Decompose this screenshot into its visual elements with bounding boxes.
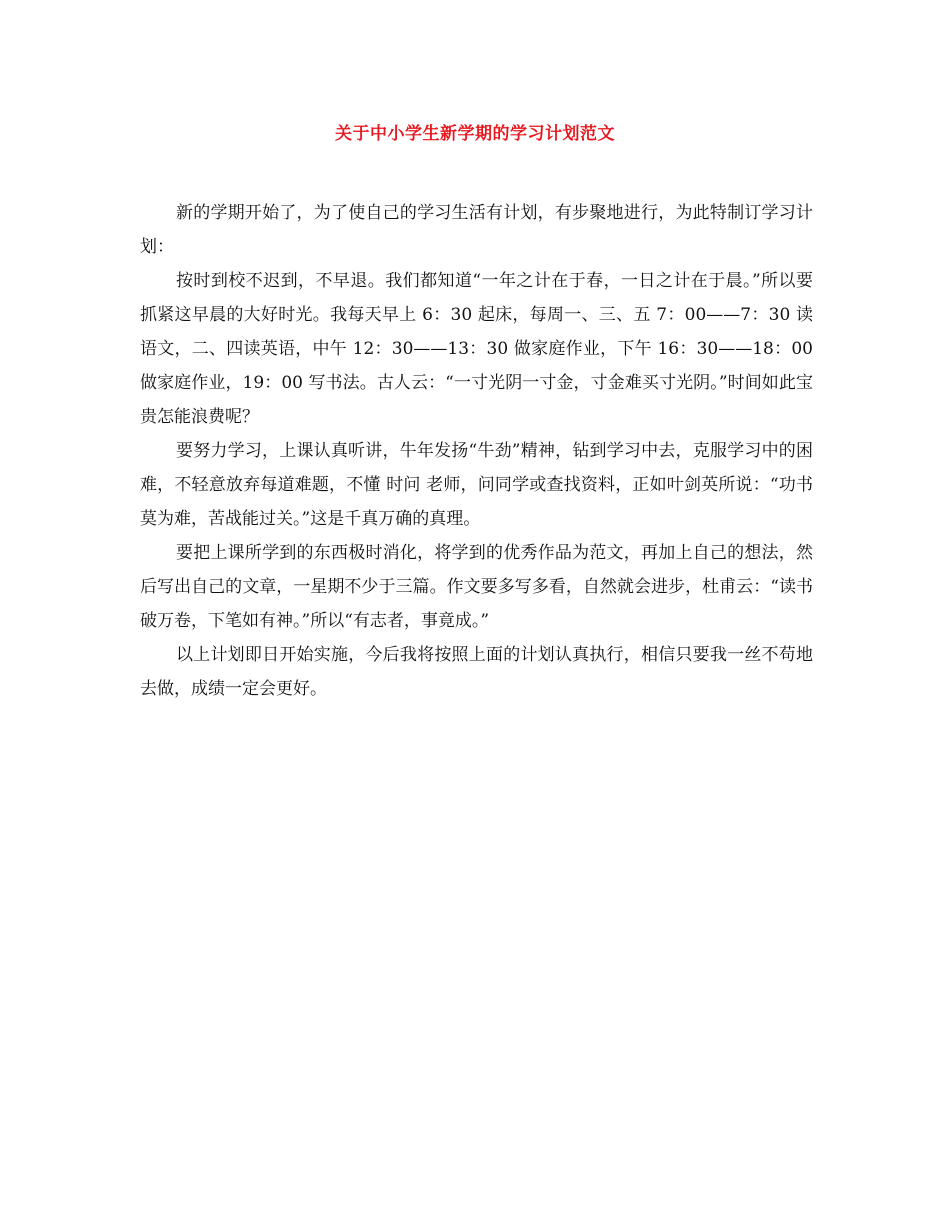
paragraph-intro: 新的学期开始了，为了使自己的学习生活有计划，有步聚地进行，为此特制订学习计划：	[140, 203, 813, 257]
document-body	[140, 196, 813, 706]
paragraph-conclusion: 以上计划即日开始实施，今后我将按照上面的计划认真执行，相信只要我一丝不苟地去做，成绩一定会更好。	[140, 645, 813, 699]
paragraph-schedule: 按时到校不迟到，不早退。我们都知道“一年之计在于春，一日之计在于晨。”所以要抓紧这早晨的大好时光。我每天早上 6：30 起床，每周一、三、五 7：00——7：30 读语文，二、四读英语，中午 12：30——13：30 做家庭作业，下午 16：30——18：00 做家庭作业，19：00 写书法。古人云：“一寸光阴一寸金，寸金难买寸光阴。”时间如此宝贵怎能浪费呢？	[140, 271, 813, 427]
document-title: 关于中小学生新学期的学习计划范文	[335, 124, 615, 144]
paragraph-study-hard: 要努力学习，上课认真听讲，牛年发扬“牛劲”精神，钻到学习中去，克服学习中的困难，不轻意放弃每道难题，不懂 时问 老师，问同学或查找资料，正如叶剑英所说：“功书莫为难，苦战能过关。”这是千真万确的真理。	[140, 441, 813, 529]
paragraph-writing: 要把上课所学到的东西极时消化，将学到的优秀作品为范文，再加上自己的想法，然后写出自己的文章，一星期不少于三篇。作文要多写多看，自然就会进步，杜甫云：“读书破万卷，下笔如有神。”所以“有志者，事竟成。”	[140, 543, 813, 631]
